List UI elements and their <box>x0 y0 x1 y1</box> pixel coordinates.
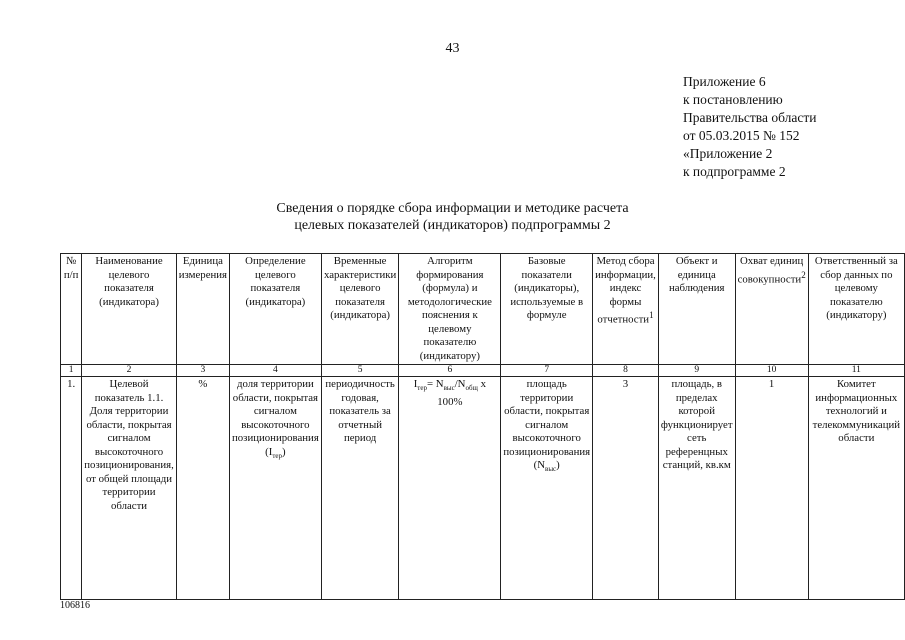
indicator-unit: % <box>176 377 229 600</box>
symbol-subscript: тер <box>272 451 283 460</box>
column-number: 9 <box>658 365 735 377</box>
column-number: 7 <box>501 365 593 377</box>
column-number: 5 <box>321 365 399 377</box>
formula-subscript: выс <box>443 384 455 393</box>
header-responsible: Ответственный за сбор данных по целевому показателю (индикатору) <box>808 254 904 365</box>
formula-line <box>401 378 498 396</box>
header-observation-object: Объект и единица наблюдения <box>658 254 735 365</box>
page-number: 43 <box>445 41 460 56</box>
title-line: Сведения о порядке сбора информации и методике расчета <box>276 201 629 216</box>
header-coverage-text: Охват единиц совокупности <box>737 255 804 286</box>
base-indicators-text: площадь территории области, покрытая сигналом высокоточного позиционирования <box>503 378 591 458</box>
appendix-line: Приложение 6 <box>683 74 766 89</box>
symbol-part: (I <box>265 445 273 458</box>
footnote-marker: 2 <box>801 269 806 280</box>
formula-part: = N <box>426 378 444 390</box>
document-code: 106816 <box>60 600 90 611</box>
column-number-row <box>61 365 905 377</box>
header-row <box>61 254 905 365</box>
header-collection-method-text: Метод сбора информации, индекс формы отчетности <box>595 255 656 326</box>
symbol-part: (N <box>533 459 546 471</box>
formula-part: /N <box>454 378 466 390</box>
appendix-line: Правительства области <box>683 110 817 125</box>
time-characteristics: периодичность годовая, показатель за отчетный период <box>321 377 399 600</box>
formula-line: 100% <box>437 395 463 408</box>
column-number: 2 <box>82 365 177 377</box>
base-indicators <box>501 377 593 600</box>
formula-subscript: тер <box>417 384 427 393</box>
row-number: 1. <box>61 377 82 600</box>
column-number: 4 <box>230 365 322 377</box>
column-number: 8 <box>593 365 659 377</box>
table-row <box>61 377 905 600</box>
column-number: 10 <box>735 365 808 377</box>
column-number: 1 <box>61 365 82 377</box>
document-title <box>0 200 905 234</box>
indicator-symbol <box>232 446 319 464</box>
appendix-line: «Приложение 2 <box>683 146 773 161</box>
calculation-formula <box>399 377 501 600</box>
column-number: 11 <box>808 365 904 377</box>
indicators-table <box>60 253 905 600</box>
coverage: 1 <box>735 377 808 600</box>
appendix-line: к подпрограмме 2 <box>683 164 786 179</box>
header-collection-method <box>593 254 659 365</box>
formula-subscript: общ <box>465 384 478 393</box>
indicator-definition <box>230 377 322 600</box>
column-number: 6 <box>399 365 501 377</box>
base-indicator-symbol <box>503 459 590 477</box>
indicator-definition-text: доля территории области, покрытая сигналом высокоточного позиционирования <box>232 378 319 444</box>
title-line: целевых показателей (индикаторов) подпрограммы 2 <box>294 218 611 233</box>
appendix-reference <box>683 73 816 181</box>
formula-part: I <box>413 378 418 390</box>
indicator-name: Целевой показатель 1.1. Доля территории области, покрытая сигналом высокоточного позиционирования, от общей площади территории области <box>82 377 177 600</box>
header-base-indicators: Базовые показатели (индикаторы), используемые в формуле <box>501 254 593 365</box>
responsible-body: Комитет информационных технологий и телекоммуникаций области <box>808 377 904 600</box>
header-algorithm: Алгоритм формирования (формула) и методологические пояснения к целевому показателю (индикатору) <box>399 254 501 365</box>
header-time-characteristics: Временные характеристики целевого показателя (индикатора) <box>321 254 399 365</box>
observation-object: площадь, в пределах которой функционирует сеть референцных станций, кв.км <box>658 377 735 600</box>
header-name: Наименование целевого показателя (индикатора) <box>82 254 177 365</box>
symbol-part: ) <box>556 459 560 471</box>
symbol-subscript: выс <box>545 465 557 474</box>
header-definition: Определение целевого показателя (индикатора) <box>230 254 322 365</box>
column-number: 3 <box>176 365 229 377</box>
symbol-part: ) <box>282 445 286 458</box>
collection-method: 3 <box>593 377 659 600</box>
header-coverage <box>735 254 808 365</box>
formula-part: x <box>477 378 487 390</box>
appendix-line: от 05.03.2015 № 152 <box>683 128 800 143</box>
header-number: № п/п <box>61 254 82 365</box>
appendix-line: к постановлению <box>683 92 783 107</box>
header-unit: Единица измерения <box>176 254 229 365</box>
footnote-marker: 1 <box>649 310 654 320</box>
